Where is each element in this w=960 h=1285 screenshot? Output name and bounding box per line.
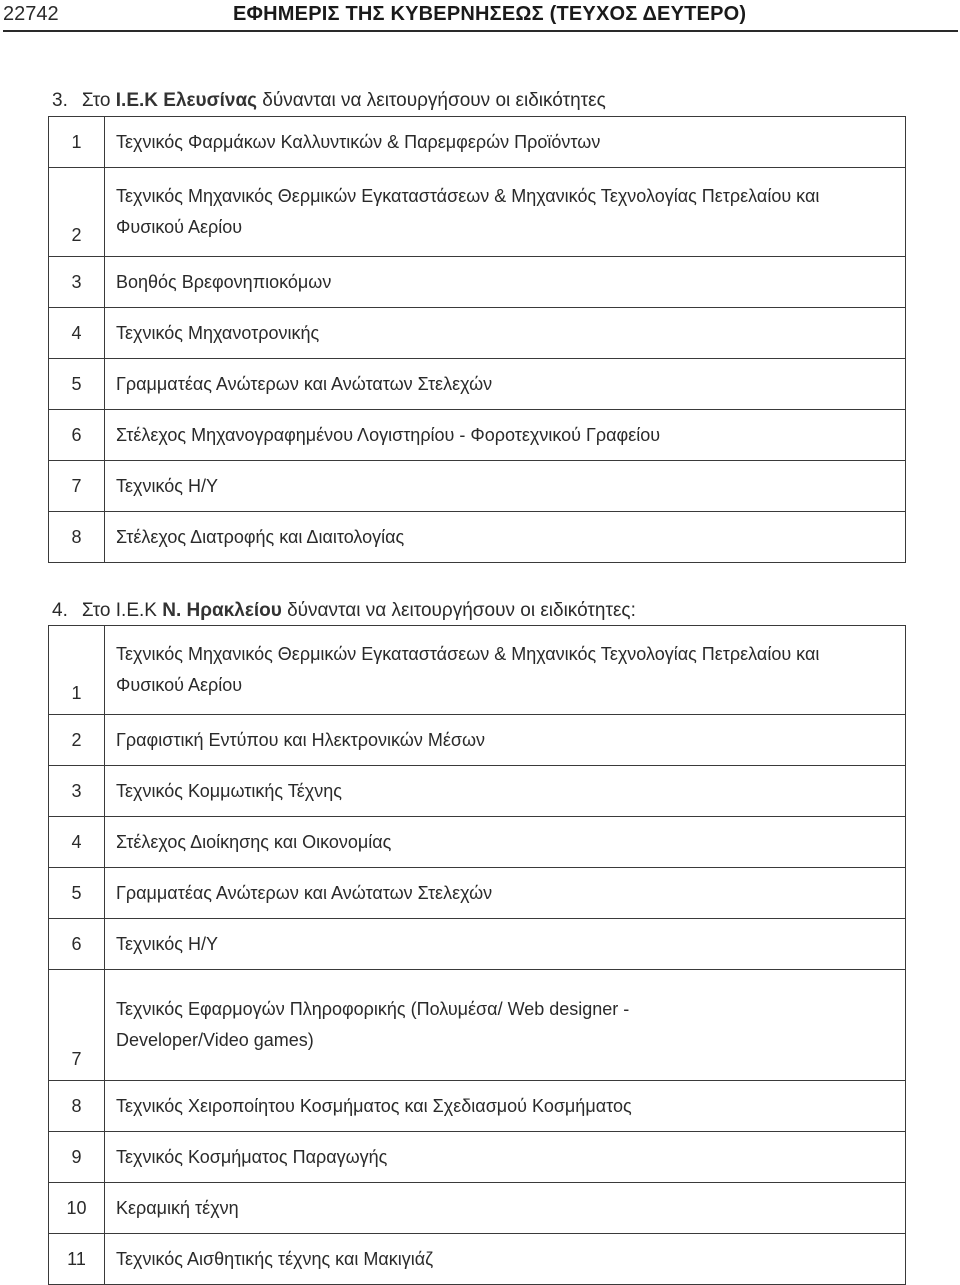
table-row xyxy=(49,168,906,257)
institute-name: Ι.Ε.Κ Ελευσίνας xyxy=(115,90,258,111)
section-number: 3. xyxy=(52,90,68,111)
specialties-table-body xyxy=(49,117,906,563)
row-number: 3 xyxy=(49,257,105,308)
heading-text-pre: Στο Ι.Ε.Κ xyxy=(81,600,163,621)
row-number: 8 xyxy=(49,512,105,563)
table-row xyxy=(49,410,906,461)
specialty-name-line: Στέλεχος Μηχανογραφημένου Λογιστηρίου - Φοροτεχνικού Γραφείου xyxy=(116,424,661,445)
row-number: 5 xyxy=(49,868,105,919)
specialty-name xyxy=(105,715,906,766)
row-number: 11 xyxy=(49,1234,105,1285)
table-row xyxy=(49,257,906,308)
specialty-name xyxy=(105,168,906,257)
row-number: 1 xyxy=(49,117,105,168)
row-number: 3 xyxy=(49,766,105,817)
heading-text-post: δύνανται να λειτουργήσουν οι ειδικότητες: xyxy=(281,600,636,621)
specialty-name-line: Βοηθός Βρεφονηπιοκόμων xyxy=(116,271,332,292)
specialty-name-line: Τεχνικός Εφαρμογών Πληροφορικής (Πολυμέσα/ Web designer - xyxy=(116,999,630,1019)
specialty-name-line: Φυσικού Αερίου xyxy=(116,675,243,695)
section-4-heading xyxy=(52,600,636,622)
specialty-name-line: Τεχνικός Η/Υ xyxy=(116,933,218,954)
specialties-table-heraklion xyxy=(48,625,906,1285)
gazette-title: ΕΦΗΜΕΡΙΣ ΤΗΣ ΚΥΒΕΡΝΗΣΕΩΣ (ΤΕΥΧΟΣ ΔΕΥΤΕΡΟ) xyxy=(233,3,747,25)
table-row xyxy=(49,1132,906,1183)
specialty-name-line: Γραμματέας Ανώτερων και Ανώτατων Στελεχών xyxy=(116,373,493,394)
specialty-name xyxy=(105,868,906,919)
row-number: 4 xyxy=(49,308,105,359)
table-row xyxy=(49,308,906,359)
specialty-name xyxy=(105,817,906,868)
specialty-name-line: Τεχνικός Κομμωτικής Τέχνης xyxy=(116,780,342,801)
table-row xyxy=(49,970,906,1081)
table-row xyxy=(49,868,906,919)
table-row xyxy=(49,1183,906,1234)
table-row xyxy=(49,359,906,410)
row-number: 9 xyxy=(49,1132,105,1183)
row-number: 6 xyxy=(49,410,105,461)
specialty-name-line: Γραμματέας Ανώτερων και Ανώτατων Στελεχών xyxy=(116,882,493,903)
table-row xyxy=(49,919,906,970)
specialty-name-line: Στέλεχος Διατροφής και Διαιτολογίας xyxy=(116,526,405,547)
specialties-table-elefsina xyxy=(48,116,906,563)
table-row xyxy=(49,766,906,817)
row-number: 5 xyxy=(49,359,105,410)
specialty-name xyxy=(105,919,906,970)
table-row xyxy=(49,626,906,715)
specialty-name xyxy=(105,512,906,563)
specialty-name xyxy=(105,1183,906,1234)
row-number: 1 xyxy=(49,626,105,715)
table-row xyxy=(49,1081,906,1132)
section-number: 4. xyxy=(52,600,68,621)
row-number: 2 xyxy=(49,715,105,766)
row-number: 7 xyxy=(49,970,105,1081)
heading-text-pre: Στο xyxy=(81,90,116,111)
specialty-name xyxy=(105,308,906,359)
specialty-name-line: Τεχνικός Κοσμήματος Παραγωγής xyxy=(116,1146,388,1167)
specialty-name-line: Τεχνικός Μηχανοτρονικής xyxy=(116,322,320,343)
table-row xyxy=(49,461,906,512)
specialties-table-body xyxy=(49,626,906,1285)
heading-text-post: δύνανται να λειτουργήσουν οι ειδικότητες xyxy=(257,90,606,111)
specialty-name xyxy=(105,359,906,410)
specialty-name xyxy=(105,410,906,461)
page-number: 22742 xyxy=(3,3,59,25)
specialty-name xyxy=(105,1081,906,1132)
table-row xyxy=(49,117,906,168)
row-number: 8 xyxy=(49,1081,105,1132)
institute-name: Ν. Ηρακλείου xyxy=(162,600,282,621)
page-header xyxy=(0,0,960,34)
specialty-name xyxy=(105,1132,906,1183)
specialty-name xyxy=(105,257,906,308)
specialty-name xyxy=(105,766,906,817)
specialty-name xyxy=(105,970,906,1081)
row-number: 6 xyxy=(49,919,105,970)
table-row xyxy=(49,715,906,766)
specialty-name xyxy=(105,626,906,715)
specialty-name-line: Στέλεχος Διοίκησης και Οικονομίας xyxy=(116,831,392,852)
table-row xyxy=(49,1234,906,1285)
row-number: 4 xyxy=(49,817,105,868)
specialty-name xyxy=(105,117,906,168)
specialty-name-line: Τεχνικός Η/Υ xyxy=(116,475,218,496)
specialty-name xyxy=(105,461,906,512)
table-row xyxy=(49,512,906,563)
specialty-name-line: Τεχνικός Μηχανικός Θερμικών Εγκαταστάσεων & Μηχανικός Τεχνολογίας Πετρελαίου και xyxy=(116,186,820,206)
specialty-name-line: Τεχνικός Αισθητικής τέχνης και Μακιγιάζ xyxy=(116,1248,434,1269)
section-3-heading xyxy=(52,90,606,112)
row-number: 2 xyxy=(49,168,105,257)
specialty-name-line: Φυσικού Αερίου xyxy=(116,217,243,237)
row-number: 7 xyxy=(49,461,105,512)
specialty-name-line: Τεχνικός Μηχανικός Θερμικών Εγκαταστάσεων & Μηχανικός Τεχνολογίας Πετρελαίου και xyxy=(116,644,820,664)
specialty-name-line: Κεραμική τέχνη xyxy=(116,1197,239,1218)
header-rule xyxy=(3,30,958,32)
specialty-name-line: Developer/Video games) xyxy=(116,1030,314,1050)
specialty-name-line: Τεχνικός Χειροποίητου Κοσμήματος και Σχεδιασμού Κοσμήματος xyxy=(116,1095,632,1116)
specialty-name-line: Γραφιστική Εντύπου και Ηλεκτρονικών Μέσων xyxy=(116,729,486,750)
table-row xyxy=(49,817,906,868)
specialty-name xyxy=(105,1234,906,1285)
row-number: 10 xyxy=(49,1183,105,1234)
specialty-name-line: Τεχνικός Φαρμάκων Καλλυντικών & Παρεμφερών Προϊόντων xyxy=(116,131,601,152)
